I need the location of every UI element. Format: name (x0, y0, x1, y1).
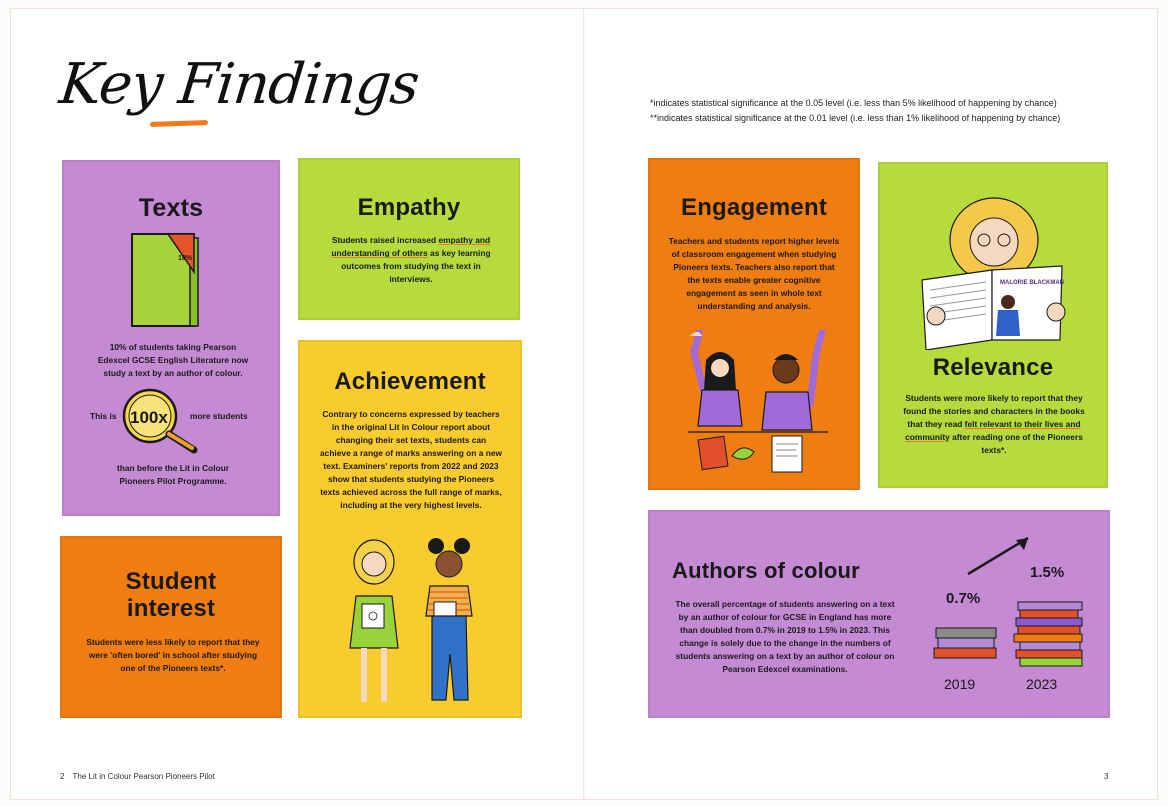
note-005: *indicates statistical significance at the 0.05 level (i.e. less than 5% likelihood of happening by chance) (650, 98, 1057, 108)
student-heading-line1: Student (125, 568, 217, 595)
relevance-body (898, 392, 1090, 457)
relevance-body-post: after reading one of the Pioneers texts*. (949, 432, 1083, 455)
authors-body: The overall percentage of students answering on a text by an author of colour for GCSE in England has more than doubled from 0.7% in 2019 to 1.5% in 2023. This change is solely due to the change in the numbers of students answering on a text by an author of colour on Pearson Edexcel examinations. (675, 599, 895, 674)
empathy-highlight: empathy and understanding of others (331, 235, 491, 258)
this-is-label: This is (90, 411, 117, 421)
value-2019: 0.7% (946, 590, 981, 607)
student-interest-card (60, 536, 282, 718)
empathy-card (298, 158, 520, 320)
classroom-illustration (688, 330, 828, 480)
year-2019: 2019 (944, 676, 976, 692)
student-heading-line2: interest (126, 595, 216, 622)
more-students-label: more students (190, 411, 248, 421)
texts-footnote: than before the Lit in Colour Pioneers Pilot Programme. (116, 463, 230, 486)
achievement-body: Contrary to concerns expressed by teachers in the original Lit in Colour report about changing their set texts, students can achieve a range of marks answering on a new text. Examiners' reports from 2022 and 2023 show that students studying the Pioneers texts achieved across the full range of marks, including at the very highest levels. (320, 409, 502, 510)
page-number-left: 2 (60, 772, 65, 781)
page-title: Key Findings (56, 52, 422, 117)
student-interest-body: Students were less likely to report that they were 'often bored' in school after studying one of the Pioneers texts*. (86, 637, 260, 673)
student-interest-heading (60, 568, 282, 622)
achievement-card (298, 340, 522, 718)
empathy-body-pre: Students raised increased (331, 235, 439, 245)
multiplier-value: 100x (130, 408, 168, 427)
footer-left (60, 772, 221, 781)
engagement-body: Teachers and students report higher levels of classroom engagement when studying Pioneers texts. Teachers also report that the texts enable greater cognitive engagement as seen in whole text understanding and analysis. (668, 236, 840, 311)
texts-card (62, 160, 280, 516)
authors-card (648, 510, 1110, 718)
empathy-body-post: as key learning outcomes from studying the text in interviews. (341, 248, 491, 284)
relevance-heading: Relevance (932, 354, 1054, 381)
year-2023: 2023 (1026, 676, 1058, 692)
texts-body: 10% of students taking Pearson Edexcel GCSE English Literature now study a text by an author of colour. (97, 342, 249, 378)
achievement-heading: Achievement (334, 368, 486, 395)
book-percent-label: 10% (178, 255, 193, 262)
relevance-card (878, 162, 1108, 488)
note-001: **indicates statistical significance at the 0.01 level (i.e. less than 1% likelihood of happening by chance) (650, 113, 1061, 123)
page-fold (583, 8, 585, 798)
relevance-body-pre: Students were more likely to report that they found the stories and characters in the books that they read (903, 393, 1085, 429)
engagement-heading: Engagement (680, 194, 828, 221)
relevance-highlight: felt relevant to their lives and community (905, 419, 1081, 442)
book-icon (128, 228, 204, 332)
page-number-right: 3 (1104, 772, 1109, 781)
authors-heading: Authors of colour (672, 558, 860, 583)
reading-illustration (916, 190, 1072, 350)
texts-heading: Texts (138, 194, 204, 222)
footer-title: The Lit in Colour Pearson Pioneers Pilot (72, 772, 215, 781)
value-2023: 1.5% (1030, 564, 1065, 581)
empathy-heading: Empathy (357, 194, 461, 221)
empathy-body (326, 234, 496, 286)
book-title-text: MALORIE BLACKMAN (1000, 280, 1064, 286)
engagement-card (648, 158, 860, 490)
students-illustration (338, 536, 488, 708)
significance-notes (650, 96, 1060, 126)
